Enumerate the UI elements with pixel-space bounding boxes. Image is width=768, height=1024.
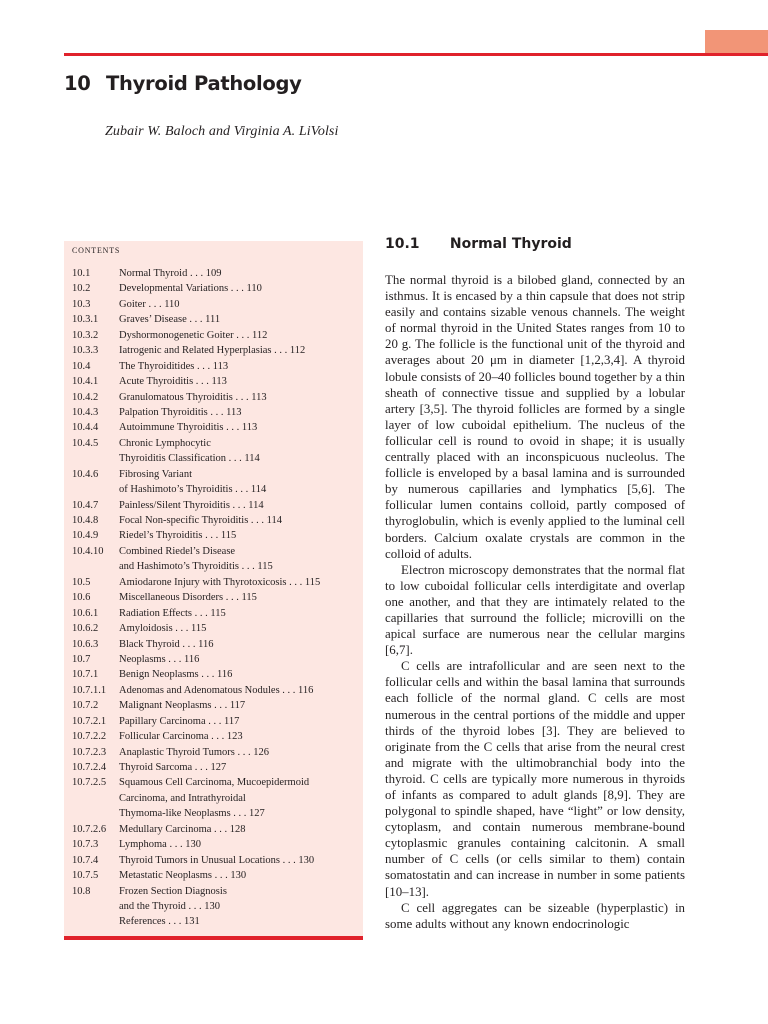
contents-entry[interactable] <box>72 590 362 605</box>
contents-entry[interactable] <box>72 822 362 837</box>
contents-entry-number: 10.7.2 <box>72 700 99 712</box>
contents-entry[interactable] <box>72 436 362 451</box>
contents-entry-title: Neoplasms . . . 116 <box>119 653 200 665</box>
contents-entry[interactable] <box>72 498 362 513</box>
contents-entry-title: Fibrosing Variant <box>119 468 193 480</box>
contents-entry-title: Amiodarone Injury with Thyrotoxicosis . . . 115 <box>119 576 321 588</box>
contents-entry-number <box>72 899 119 914</box>
contents-entry-number: 10.4.7 <box>72 499 99 511</box>
contents-entry-title: Lymphoma . . . 130 <box>119 839 201 851</box>
contents-entry-title: Acute Thyroiditis . . . 113 <box>119 376 227 388</box>
contents-entry-title: Medullary Carcinoma . . . 128 <box>119 823 246 835</box>
body-paragraph: C cell aggregates can be sizeable (hyperplastic) in some adults without any known endocrinologic <box>385 900 685 931</box>
contents-entry-number: 10.4.1 <box>72 376 99 388</box>
contents-entry-title: Focal Non-specific Thyroiditis . . . 114 <box>119 515 283 526</box>
contents-entry-title: Frozen Section Diagnosis <box>119 885 227 897</box>
contents-entry-title: Follicular Carcinoma . . . 123 <box>119 731 243 743</box>
contents-entry[interactable] <box>72 652 362 667</box>
contents-entry[interactable] <box>72 343 362 358</box>
contents-list <box>72 266 362 930</box>
authors: Zubair W. Baloch and Virginia A. LiVolsi <box>105 124 339 139</box>
contents-entry[interactable] <box>72 575 362 590</box>
contents-entry[interactable] <box>72 405 362 420</box>
contents-entry[interactable] <box>72 359 362 374</box>
contents-entry-number: 10.4.9 <box>72 530 99 542</box>
contents-entry[interactable] <box>72 390 362 405</box>
contents-entry-number: 10.7.2.3 <box>72 746 107 758</box>
contents-entry-number: 10.8 <box>72 885 91 897</box>
contents-entry[interactable] <box>72 420 362 435</box>
contents-entry-number <box>72 914 119 929</box>
section-title: Normal Thyroid <box>449 236 572 252</box>
contents-entry-number <box>72 559 119 574</box>
contents-entry[interactable] <box>72 451 362 466</box>
contents-entry[interactable] <box>72 914 362 929</box>
contents-entry-number: 10.5 <box>72 576 91 588</box>
contents-entry[interactable] <box>72 667 362 682</box>
contents-entry[interactable] <box>72 884 362 899</box>
contents-entry-title: Malignant Neoplasms . . . 117 <box>119 700 246 712</box>
section-number: 10.1 <box>385 236 420 252</box>
body-text <box>385 272 685 932</box>
contents-entry-title: Anaplastic Thyroid Tumors . . . 126 <box>119 746 270 758</box>
contents-entry-number: 10.3.2 <box>72 329 99 341</box>
contents-entry-number: 10.3 <box>72 298 91 310</box>
contents-entry-number: 10.2 <box>72 283 91 295</box>
contents-entry[interactable] <box>72 806 362 821</box>
contents-entry-number: 10.7.1 <box>72 669 99 681</box>
contents-entry-number: 10.7.2.1 <box>72 715 107 727</box>
contents-entry[interactable] <box>72 312 362 327</box>
contents-entry[interactable] <box>72 328 362 343</box>
contents-entry-number: 10.7.5 <box>72 870 99 882</box>
contents-entry-title: Dyshormonogenetic Goiter . . . 112 <box>119 329 268 341</box>
contents-entry-title: Riedel’s Thyroiditis . . . 115 <box>119 530 237 542</box>
contents-entry-title: Autoimmune Thyroiditis . . . 113 <box>119 422 258 434</box>
contents-entry-number <box>72 791 119 806</box>
contents-entry-title: of Hashimoto’s Thyroiditis . . . 114 <box>119 484 267 496</box>
contents-entry-title: Squamous Cell Carcinoma, Mucoepidermoid <box>119 777 310 789</box>
contents-entry-number: 10.4.6 <box>72 468 99 480</box>
contents-entry-title: Thyroiditis Classification . . . 114 <box>119 453 260 465</box>
contents-heading: CONTENTS <box>72 246 121 255</box>
contents-entry-number: 10.7.2.4 <box>72 762 107 773</box>
contents-entry-number <box>72 451 119 466</box>
contents-entry-number: 10.7 <box>72 653 91 665</box>
contents-entry-number: 10.4.4 <box>72 422 99 434</box>
contents-entry[interactable] <box>72 374 362 389</box>
contents-entry[interactable] <box>72 606 362 621</box>
contents-entry[interactable] <box>72 467 362 482</box>
contents-entry-title: Painless/Silent Thyroiditis . . . 114 <box>119 499 264 511</box>
contents-entry-title: Chronic Lymphocytic <box>119 437 211 449</box>
contents-entry-number: 10.7.2.2 <box>72 731 107 743</box>
contents-entry-number: 10.7.3 <box>72 839 99 851</box>
contents-entry[interactable] <box>72 760 362 775</box>
contents-entry-number: 10.6.3 <box>72 638 99 650</box>
contents-entry[interactable] <box>72 513 362 528</box>
contents-entry[interactable] <box>72 528 362 543</box>
chapter-title-text: Thyroid Pathology <box>106 72 302 95</box>
contents-entry[interactable] <box>72 544 362 559</box>
chapter-number: 10 <box>64 72 91 95</box>
contents-entry[interactable] <box>72 775 362 790</box>
contents-entry-title: and Hashimoto’s Thyroiditis . . . 115 <box>119 561 273 573</box>
contents-entry-title: Palpation Thyroiditis . . . 113 <box>119 406 242 418</box>
contents-entry[interactable] <box>72 683 362 698</box>
contents-entry-title: Granulomatous Thyroiditis . . . 113 <box>119 391 267 403</box>
contents-entry[interactable] <box>72 899 362 914</box>
contents-entry[interactable] <box>72 266 362 281</box>
contents-entry-number: 10.3.3 <box>72 345 99 357</box>
contents-entry[interactable] <box>72 714 362 729</box>
contents-entry[interactable] <box>72 297 362 312</box>
contents-entry-number: 10.4.3 <box>72 406 99 418</box>
top-rule <box>64 53 768 56</box>
contents-entry-number: 10.6.1 <box>72 607 99 619</box>
contents-entry-title: Goiter . . . 110 <box>119 298 180 310</box>
contents-entry-title: Thyroid Sarcoma . . . 127 <box>119 762 227 773</box>
contents-entry-title: Thyroid Tumors in Unusual Locations . . . 130 <box>119 854 315 866</box>
body-paragraph: C cells are intrafollicular and are seen next to the follicular cells and within the basal lamina that surrounds each follicle of the normal gland. C cells are most numerous in the central portions of the middle and upper thirds of the thyroid lobes [3]. They are believed to originate from the C cells that arise from the neural crest and migrate with the ultimobranchial body into the thyroid. C cells are typically more numerous in thyroids of infants as compared to adult glands [8,9]. They are polygonal to spindle shaped, have “light” or low density, cytoplasm, and contain numerous membrane-bound cytoplasmic granules containing calcitonin. A small number of C cells (or cells similar to them) contain somatostatin and can increase in number in some patients [10–13]. <box>385 659 685 899</box>
contents-entry-title: References . . . 131 <box>119 916 200 928</box>
contents-entry-number <box>72 806 119 821</box>
contents-entry-title: Developmental Variations . . . 110 <box>119 283 262 295</box>
contents-entry[interactable] <box>72 791 362 806</box>
contents-entry[interactable] <box>72 482 362 497</box>
contents-entry-title: Amyloidosis . . . 115 <box>119 623 207 635</box>
section-heading <box>385 236 572 252</box>
contents-entry[interactable] <box>72 559 362 574</box>
contents-entry-title: Adenomas and Adenomatous Nodules . . . 116 <box>119 684 314 696</box>
contents-entry-title: Combined Riedel’s Disease <box>119 545 236 557</box>
corner-tab <box>705 30 768 54</box>
body-paragraph: Electron microscopy demonstrates that the normal flat to low cuboidal follicular cells interdigitate and overlap one another, and that they are intimately related to the capillaries that surround the follicle; microvilli on the apical surface are numerous near the cellular margins [6,7]. <box>385 562 685 658</box>
contents-entry-number: 10.4.10 <box>72 545 104 557</box>
contents-entry-number: 10.7.2.6 <box>72 823 107 835</box>
contents-entry[interactable] <box>72 637 362 652</box>
contents-entry-number: 10.6 <box>72 592 91 604</box>
contents-entry-title: Carcinoma, and Intrathyroidal <box>119 792 246 804</box>
contents-entry-title: Black Thyroid . . . 116 <box>119 638 214 650</box>
contents-entry-title: Graves’ Disease . . . 111 <box>119 314 221 326</box>
contents-entry[interactable] <box>72 745 362 760</box>
contents-entry-title: Normal Thyroid . . . 109 <box>119 268 222 279</box>
contents-entry-title: Benign Neoplasms . . . 116 <box>119 669 233 681</box>
contents-entry-title: and the Thyroid . . . 130 <box>119 900 221 912</box>
contents-entry-number: 10.4.8 <box>72 515 99 526</box>
contents-entry[interactable] <box>72 281 362 296</box>
contents-entry-number: 10.7.4 <box>72 854 99 866</box>
contents-entry-number: 10.6.2 <box>72 623 99 635</box>
contents-bottom-rule <box>64 936 363 940</box>
contents-entry-title: Papillary Carcinoma . . . 117 <box>119 715 240 727</box>
contents-entry-number <box>72 482 119 497</box>
contents-entry[interactable] <box>72 698 362 713</box>
contents-entry-number: 10.1 <box>72 268 91 279</box>
contents-entry-title: Iatrogenic and Related Hyperplasias . . . 112 <box>119 345 306 357</box>
contents-entry-title: Metastatic Neoplasms . . . 130 <box>119 870 247 882</box>
contents-entry[interactable] <box>72 621 362 636</box>
contents-entry-number: 10.3.1 <box>72 314 99 326</box>
contents-entry[interactable] <box>72 853 362 868</box>
contents-entry-title: Radiation Effects . . . 115 <box>119 607 226 619</box>
contents-entry-number: 10.4 <box>72 360 91 372</box>
contents-entry-number: 10.7.2.5 <box>72 777 107 789</box>
contents-entry-number: 10.4.5 <box>72 437 99 449</box>
chapter-title <box>64 72 302 95</box>
contents-entry[interactable] <box>72 868 362 883</box>
contents-entry[interactable] <box>72 837 362 852</box>
contents-entry[interactable] <box>72 729 362 744</box>
contents-entry-number: 10.4.2 <box>72 391 99 403</box>
contents-entry-title: Miscellaneous Disorders . . . 115 <box>119 592 257 604</box>
body-paragraph: The normal thyroid is a bilobed gland, connected by an isthmus. It is encased by a thin capsule that does not strip easily and contains sizable venous channels. The weight of normal thyroid in the United States ranges from 10 to 20 g. The follicle is the functional unit of the thyroid and averages about 20 μm in diameter [1,2,3,4]. A thyroid lobule consists of 20–40 follicles bound together by a thin sheath of connective tissue and supplied by a lobular artery [3,5]. The thyroid follicles are formed by a single layer of low cuboidal epithelium. The nucleus of the follicular cell is round to ovoid in shape; it is usually centrally placed with an inconspicuous nucleolus. The follicle is enveloped by a basal lamina and is surrounded by numerous capillaries and lymphatics [5,6]. The follicular lumen contains colloid, partly composed of thyroglobulin, which is evenly applied to the luminal cell borders. Calcium oxalate crystals are common in the colloid of adults. <box>385 273 685 561</box>
contents-entry-number: 10.7.1.1 <box>72 684 107 696</box>
contents-entry-title: The Thyroiditides . . . 113 <box>119 360 229 372</box>
contents-entry-title: Thymoma-like Neoplasms . . . 127 <box>119 808 265 820</box>
